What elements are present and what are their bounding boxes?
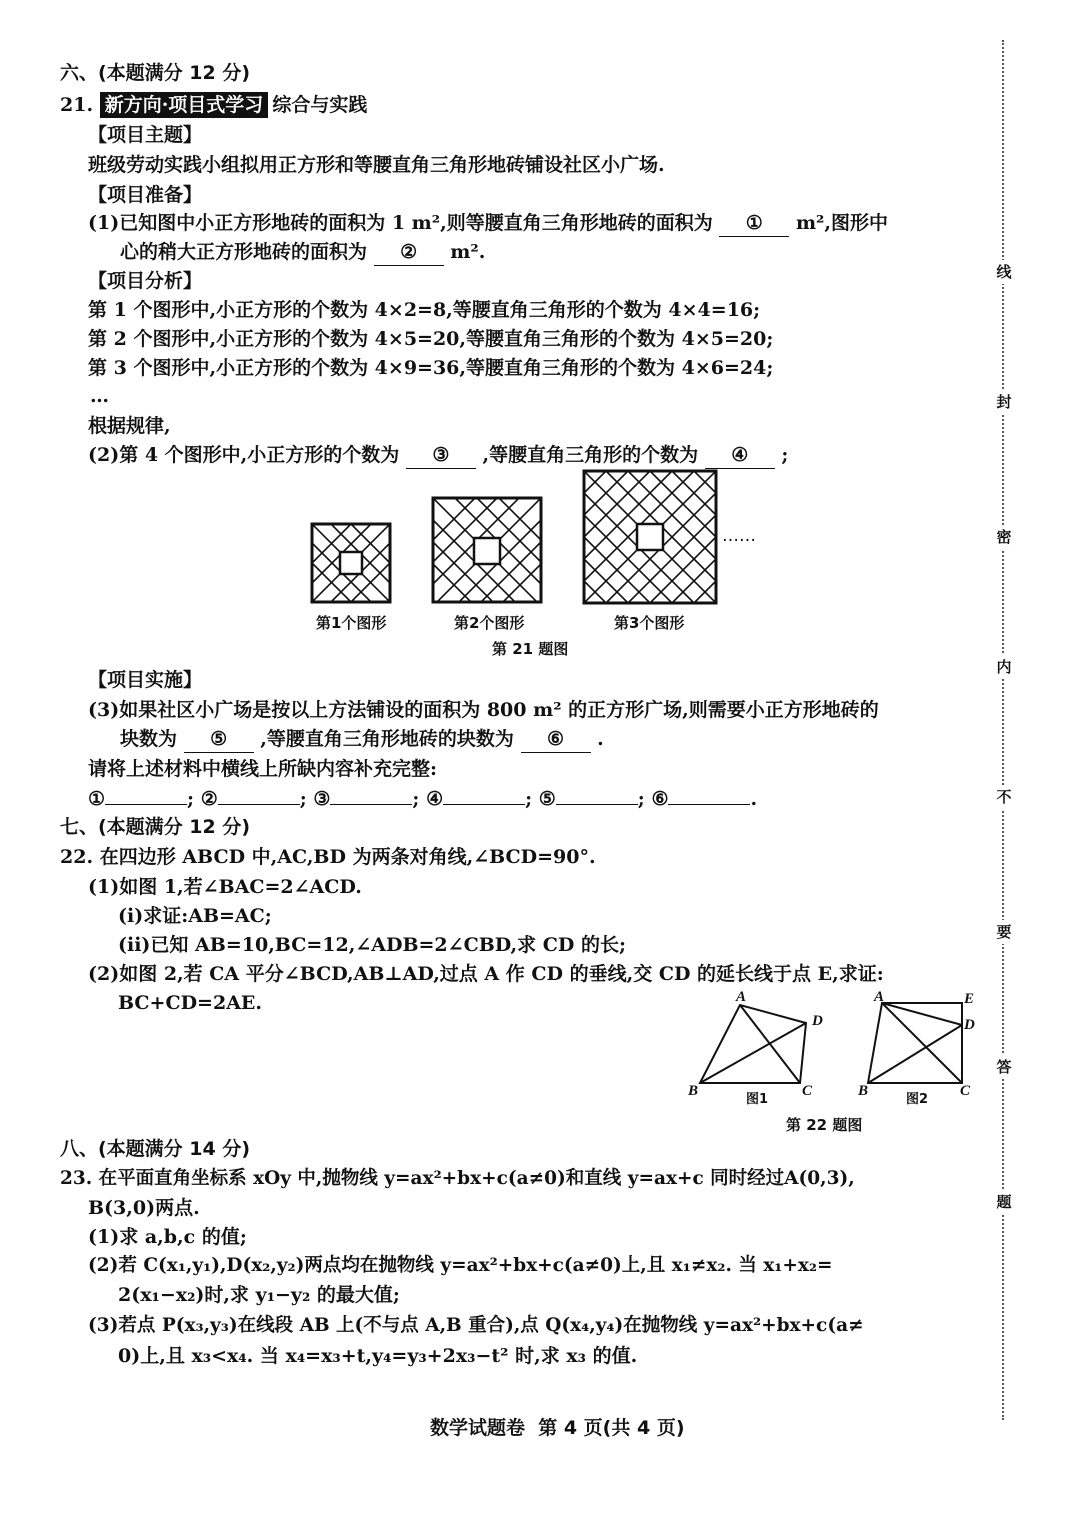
answer-mark-2: ②	[200, 788, 218, 810]
fig2-point-D: D	[964, 1017, 975, 1033]
q21-p1-text-d: m².	[450, 241, 486, 263]
q21-p2-text-a: (2)第 4 个图形中,小正方形的个数为	[88, 444, 400, 466]
margin-char-6: 要	[994, 920, 1014, 944]
q22-stem-text: 在四边形 ABCD 中,AC,BD 为两条对角线,∠BCD=90°.	[99, 846, 596, 868]
q21-figure	[300, 468, 780, 613]
q22-figure	[680, 985, 990, 1110]
page-footer: 数学试题卷 第 4 页(共 4 页)	[430, 1417, 685, 1439]
answer-line-1[interactable]	[105, 804, 187, 805]
q21-ellipsis: …	[90, 385, 109, 407]
answer-mark-4: ④	[426, 788, 444, 810]
q21-theme-head: 【项目主题】	[88, 124, 203, 146]
q21-part1-line2	[120, 239, 485, 266]
q21-p1-text-c: 心的稍大正方形地砖的面积为	[120, 241, 368, 263]
answer-blank-1[interactable]: ①	[719, 210, 789, 237]
answer-blank-3[interactable]: ③	[406, 442, 476, 469]
q23-part2-line1: (2)若 C(x₁,y₁),D(x₂,y₂)两点均在抛物线 y=ax²+bx+c(a≠0)上,且 x₁≠x₂. 当 x₁+x₂=	[88, 1255, 833, 1276]
q22-stem	[60, 844, 596, 870]
q21-theme-text: 班级劳动实践小组拟用正方形和等腰直角三角形地砖铺设社区小广场.	[88, 154, 665, 176]
q21-figure-caption: 第 21 题图	[492, 640, 569, 658]
tile-figure-2	[433, 498, 541, 606]
fig1-point-B: B	[688, 1083, 699, 1099]
margin-char-4: 内	[994, 655, 1014, 679]
answer-blank-6[interactable]: ⑥	[521, 726, 591, 753]
fig1-label: 图1	[746, 1092, 769, 1107]
tile-figure-3	[584, 471, 716, 603]
q21-analysis-line3: 第 3 个图形中,小正方形的个数为 4×9=36,等腰直角三角形的个数为 4×6=24;	[88, 357, 774, 379]
q22-number: 22.	[60, 846, 94, 868]
q21-p3-text-c: ,等腰直角三角形地砖的块数为	[260, 728, 514, 750]
q22-part1-ii: (ii)已知 AB=10,BC=12,∠ADB=2∠CBD,求 CD 的长;	[118, 934, 627, 956]
figure-1-label: 第1个图形	[316, 614, 387, 632]
binding-margin	[994, 40, 1014, 1420]
margin-char-1: 线	[994, 260, 1014, 284]
q23-part1: (1)求 a,b,c 的值;	[88, 1226, 247, 1248]
section-seven-heading: 七、(本题满分 12 分)	[60, 816, 251, 838]
q23-line1	[60, 1166, 855, 1192]
figure-2-label: 第2个图形	[454, 614, 525, 632]
fig1-point-C: C	[802, 1083, 813, 1099]
tile-figure-1	[312, 524, 390, 602]
q22-part1-i: (i)求证:AB=AC;	[118, 905, 272, 927]
answer-line-6[interactable]	[668, 804, 750, 805]
q22-figure-caption: 第 22 题图	[786, 1116, 863, 1134]
answer-blank-2[interactable]: ②	[374, 239, 444, 266]
q23-part3-line2: 0)上,且 x₃<x₄. 当 x₄=x₃+t,y₄=y₃+2x₃−t² 时,求 x₃ 的值.	[118, 1345, 638, 1367]
margin-char-2: 封	[994, 390, 1014, 414]
answer-mark-3: ③	[313, 788, 331, 810]
figure-continuation-dots: ……	[722, 526, 756, 546]
q21-title: 综合与实践	[272, 94, 368, 116]
margin-char-5: 不	[994, 785, 1014, 809]
q21-rule-text: 根据规律,	[88, 415, 171, 437]
answer-line-5[interactable]	[556, 804, 638, 805]
q21-part3-line2	[120, 726, 604, 753]
fig2-label: 图2	[906, 1092, 929, 1107]
q23-part3-line1: (3)若点 P(x₃,y₃)在线段 AB 上(不与点 A,B 重合),点 Q(x₄,y₄)在抛物线 y=ax²+bx+c(a≠	[88, 1315, 864, 1336]
q22-part1: (1)如图 1,若∠BAC=2∠ACD.	[88, 876, 362, 898]
answer-line-4[interactable]	[443, 804, 525, 805]
answer-line-2[interactable]	[218, 804, 300, 805]
q21-part1-line1	[88, 210, 888, 237]
q21-analysis-line2: 第 2 个图形中,小正方形的个数为 4×5=20,等腰直角三角形的个数为 4×5=20;	[88, 328, 774, 350]
answer-mark-1: ①	[88, 788, 106, 810]
q21-analysis-head: 【项目分析】	[88, 270, 203, 292]
q21-part2	[88, 442, 788, 469]
section-six-heading: 六、(本题满分 12 分)	[60, 62, 251, 84]
fig1-point-A: A	[736, 989, 747, 1005]
answer-mark-6: ⑥	[651, 788, 669, 810]
q21-p2-text-c: ;	[781, 444, 789, 466]
q21-p1-text-a: (1)已知图中小正方形地砖的面积为 1 m²,则等腰直角三角形地砖的面积为	[88, 212, 713, 234]
q21-answer-row: ① ; ② ; ③ ; ④ ; ⑤ ; ⑥ .	[88, 788, 758, 810]
q22-part2-line1: (2)如图 2,若 CA 平分∠BCD,AB⊥AD,过点 A 作 CD 的垂线,交 CD 的延长线于点 E,求证:	[88, 963, 884, 985]
fig2-point-A: A	[874, 989, 885, 1005]
q21-p2-text-b: ,等腰直角三角形的个数为	[482, 444, 699, 466]
q21-analysis-line1: 第 1 个图形中,小正方形的个数为 4×2=8,等腰直角三角形的个数为 4×4=16;	[88, 299, 761, 321]
answer-blank-4[interactable]: ④	[705, 442, 775, 469]
q21-number: 21.	[60, 94, 94, 116]
section-eight-heading: 八、(本题满分 14 分)	[60, 1138, 251, 1160]
q22-figure-2	[868, 1003, 962, 1083]
margin-char-3: 密	[994, 525, 1014, 549]
q21-header	[60, 92, 367, 118]
q21-p1-text-b: m²,图形中	[795, 212, 888, 234]
q22-part2-line2: BC+CD=2AE.	[118, 992, 263, 1014]
q23-stem-text: 在平面直角坐标系 xOy 中,抛物线 y=ax²+bx+c(a≠0)和直线 y=ax+c 同时经过A(0,3),	[98, 1168, 855, 1189]
q23-number: 23.	[60, 1168, 93, 1189]
q21-p3-text-b: 块数为	[120, 728, 178, 750]
fig1-point-D: D	[812, 1013, 823, 1029]
answer-mark-5: ⑤	[538, 788, 556, 810]
q22-figure-1	[700, 1005, 806, 1083]
q21-fill-prompt: 请将上述材料中横线上所缺内容补充完整:	[88, 758, 438, 780]
fig2-point-C: C	[960, 1083, 971, 1099]
q21-p3-text-d: .	[597, 728, 604, 750]
fig2-point-E: E	[964, 991, 975, 1007]
figure-3-label: 第3个图形	[614, 614, 685, 632]
q23-line2: B(3,0)两点.	[88, 1197, 200, 1219]
q23-part2-line2: 2(x₁−x₂)时,求 y₁−y₂ 的最大值;	[118, 1284, 400, 1306]
margin-char-8: 题	[994, 1190, 1014, 1214]
fig2-point-B: B	[858, 1083, 869, 1099]
q21-badge: 新方向·项目式学习	[100, 92, 269, 118]
q21-prep-head: 【项目准备】	[88, 184, 203, 206]
answer-line-3[interactable]	[330, 804, 412, 805]
q21-impl-head: 【项目实施】	[88, 669, 203, 691]
margin-char-7: 答	[994, 1055, 1014, 1079]
q21-part3-line1: (3)如果社区小广场是按以上方法铺设的面积为 800 m² 的正方形广场,则需要小正方形地砖的	[88, 699, 879, 721]
answer-blank-5[interactable]: ⑤	[184, 726, 254, 753]
